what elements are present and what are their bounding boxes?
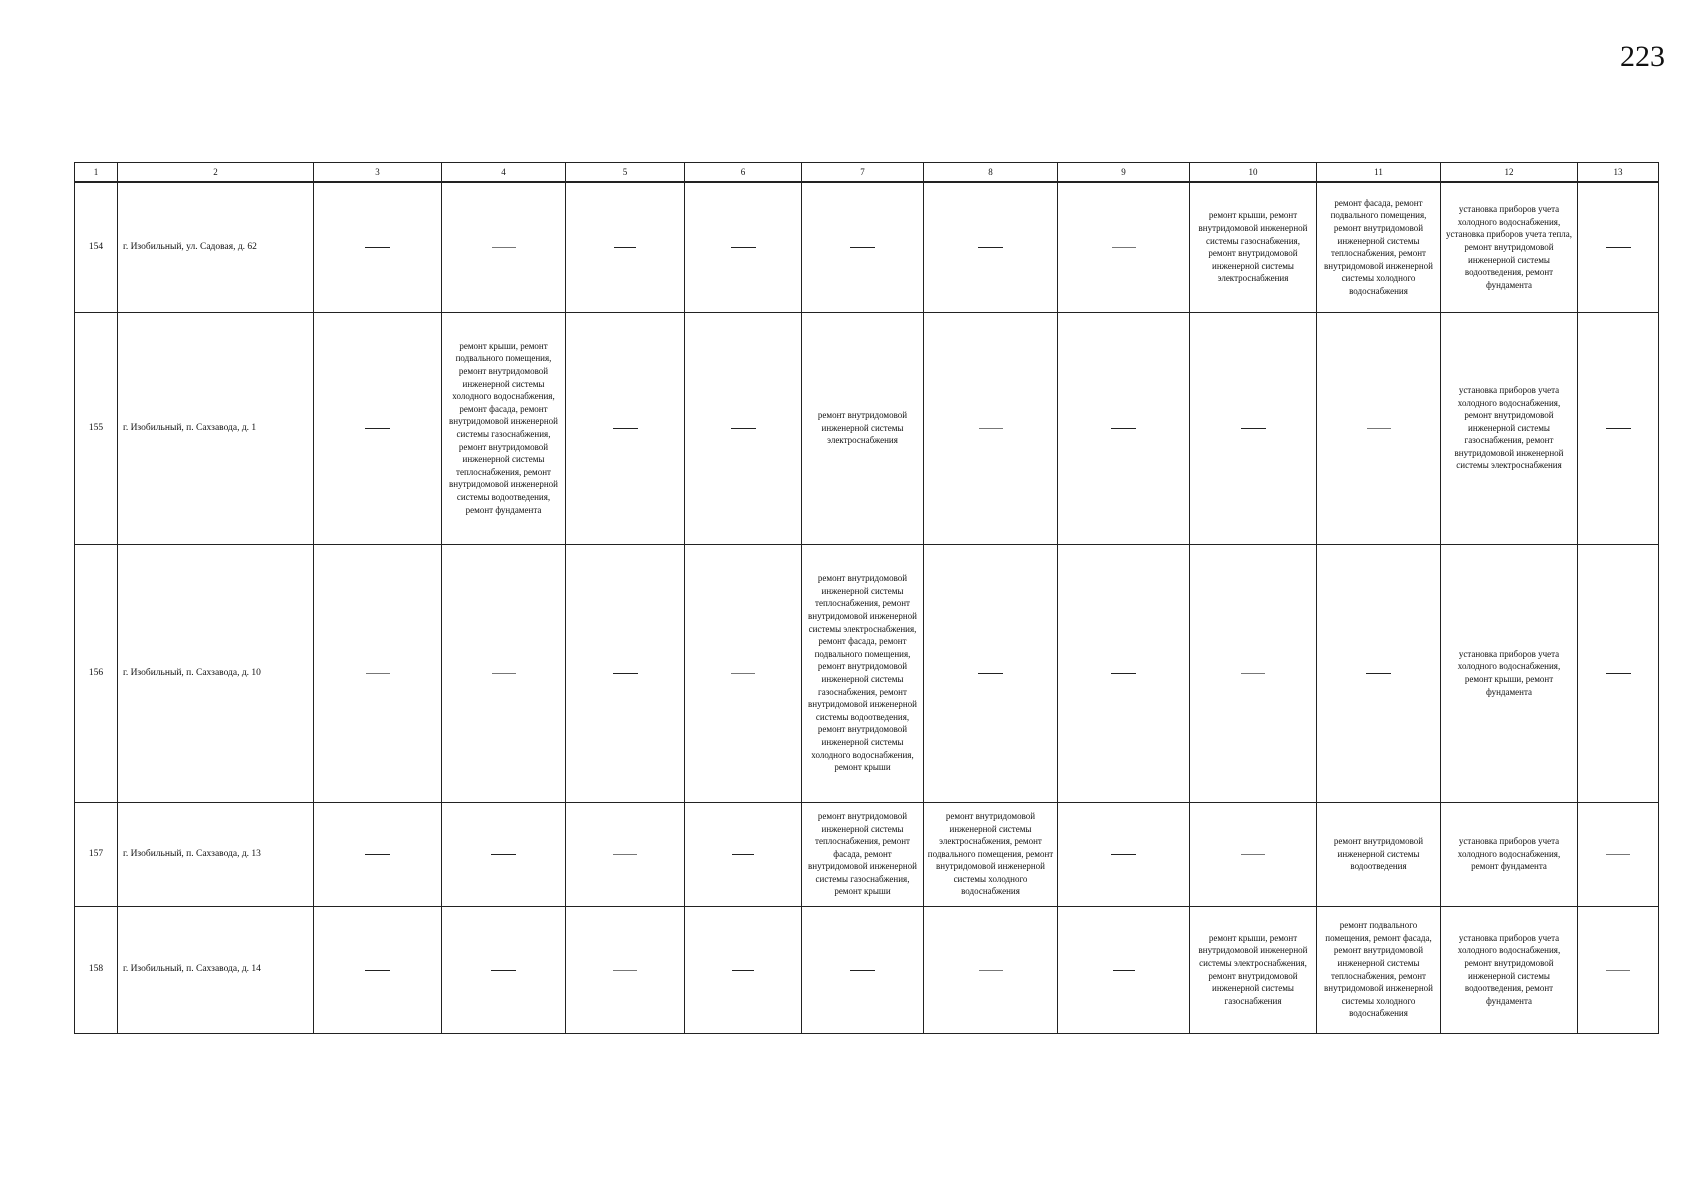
dash-mark: [1606, 970, 1630, 971]
empty-cell: [1190, 544, 1317, 802]
empty-cell: [566, 544, 685, 802]
dash-mark: [365, 428, 390, 429]
empty-cell: [1058, 906, 1190, 1033]
column-header: 11: [1317, 163, 1441, 183]
column-header: 5: [566, 163, 685, 183]
dash-mark: [491, 854, 516, 855]
work-cell: ремонт внутридомовой инженерной системы электроснабжения, ремонт подвального помещения, ремонт внутридомовой инженерной системы холодного водоснабжения: [924, 802, 1058, 906]
empty-cell: [1058, 544, 1190, 802]
dash-mark: [492, 247, 516, 248]
work-cell: ремонт внутридомовой инженерной системы теплоснабжения, ремонт фасада, ремонт внутридомовой инженерной системы газоснабжения, ремонт крыши: [802, 802, 924, 906]
empty-cell: [314, 544, 442, 802]
dash-mark: [1111, 428, 1136, 429]
dash-mark: [1113, 970, 1135, 971]
dash-mark: [1606, 247, 1631, 248]
empty-cell: [314, 312, 442, 544]
empty-cell: [1058, 182, 1190, 312]
empty-cell: [802, 906, 924, 1033]
table-row: [75, 906, 1659, 1033]
table-row: [75, 182, 1659, 312]
dash-mark: [613, 428, 638, 429]
empty-cell: [1317, 544, 1441, 802]
address: г. Изобильный, ул. Садовая, д. 62: [118, 182, 314, 312]
work-cell: ремонт внутридомовой инженерной системы теплоснабжения, ремонт внутридомовой инженерной системы электроснабжения, ремонт фасада, ремонт подвального помещения, ремонт внутридомовой инженерной системы газоснабжения, ремонт внутридомовой инженерной системы водоотведения, ремонт внутридомовой инженерной системы холодного водоснабжения, ремонт крыши: [802, 544, 924, 802]
work-cell: установка приборов учета холодного водоснабжения, ремонт фундамента: [1441, 802, 1578, 906]
dash-mark: [1241, 673, 1265, 674]
dash-mark: [365, 854, 390, 855]
work-cell: ремонт крыши, ремонт подвального помещения, ремонт внутридомовой инженерной системы холодного водоснабжения, ремонт фасада, ремонт внутридомовой инженерной системы газоснабжения, ремонт внутридомовой инженерной системы теплоснабжения, ремонт внутридомовой инженерной системы водоотведения, ремонт фундамента: [442, 312, 566, 544]
empty-cell: [314, 802, 442, 906]
column-header: 1: [75, 163, 118, 183]
empty-cell: [685, 906, 802, 1033]
empty-cell: [1317, 312, 1441, 544]
empty-cell: [442, 906, 566, 1033]
column-header: 3: [314, 163, 442, 183]
dash-mark: [731, 673, 755, 674]
column-header: 9: [1058, 163, 1190, 183]
work-cell: установка приборов учета холодного водоснабжения, установка приборов учета тепла, ремонт внутридомовой инженерной системы водоотведения, ремонт фундамента: [1441, 182, 1578, 312]
work-cell: установка приборов учета холодного водоснабжения, ремонт крыши, ремонт фундамента: [1441, 544, 1578, 802]
empty-cell: [1578, 544, 1659, 802]
work-cell: установка приборов учета холодного водоснабжения, ремонт внутридомовой инженерной системы газоснабжения, ремонт внутридомовой инженерной системы электроснабжения: [1441, 312, 1578, 544]
empty-cell: [1578, 182, 1659, 312]
dash-mark: [491, 970, 516, 971]
dash-mark: [1111, 854, 1136, 855]
empty-cell: [314, 906, 442, 1033]
header-row: [75, 163, 1659, 183]
row-number: 155: [75, 312, 118, 544]
dash-mark: [1241, 854, 1265, 855]
dash-mark: [732, 970, 754, 971]
table-row: [75, 544, 1659, 802]
table-row: [75, 312, 1659, 544]
column-header: 8: [924, 163, 1058, 183]
work-cell: ремонт крыши, ремонт внутридомовой инженерной системы электроснабжения, ремонт внутридомовой инженерной системы газоснабжения: [1190, 906, 1317, 1033]
dash-mark: [731, 247, 756, 248]
empty-cell: [566, 182, 685, 312]
empty-cell: [924, 312, 1058, 544]
dash-mark: [614, 247, 636, 248]
column-header: 2: [118, 163, 314, 183]
dash-mark: [732, 854, 754, 855]
empty-cell: [924, 906, 1058, 1033]
empty-cell: [924, 544, 1058, 802]
dash-mark: [366, 673, 390, 674]
empty-cell: [1058, 802, 1190, 906]
work-cell: ремонт внутридомовой инженерной системы водоотведения: [1317, 802, 1441, 906]
dash-mark: [979, 970, 1003, 971]
empty-cell: [1058, 312, 1190, 544]
column-header: 10: [1190, 163, 1317, 183]
dash-mark: [492, 673, 516, 674]
dash-mark: [365, 247, 390, 248]
page-number: 223: [1620, 40, 1665, 73]
column-header: 4: [442, 163, 566, 183]
empty-cell: [442, 544, 566, 802]
dash-mark: [1606, 673, 1631, 674]
work-cell: ремонт фасада, ремонт подвального помещения, ремонт внутридомовой инженерной системы теплоснабжения, ремонт внутридомовой инженерной системы холодного водоснабжения: [1317, 182, 1441, 312]
table-row: [75, 802, 1659, 906]
repair-schedule-table: [74, 162, 1659, 1034]
empty-cell: [442, 182, 566, 312]
dash-mark: [1112, 247, 1136, 248]
empty-cell: [1578, 312, 1659, 544]
dash-mark: [1606, 854, 1630, 855]
dash-mark: [850, 247, 875, 248]
dash-mark: [613, 970, 637, 971]
empty-cell: [314, 182, 442, 312]
work-cell: ремонт подвального помещения, ремонт фасада, ремонт внутридомовой инженерной системы теплоснабжения, ремонт внутридомовой инженерной системы холодного водоснабжения: [1317, 906, 1441, 1033]
empty-cell: [685, 802, 802, 906]
empty-cell: [685, 312, 802, 544]
dash-mark: [979, 428, 1003, 429]
address: г. Изобильный, п. Сахзавода, д. 14: [118, 906, 314, 1033]
empty-cell: [1190, 312, 1317, 544]
column-header: 7: [802, 163, 924, 183]
dash-mark: [850, 970, 875, 971]
address: г. Изобильный, п. Сахзавода, д. 1: [118, 312, 314, 544]
dash-mark: [1606, 428, 1631, 429]
address: г. Изобильный, п. Сахзавода, д. 10: [118, 544, 314, 802]
row-number: 158: [75, 906, 118, 1033]
row-number: 154: [75, 182, 118, 312]
dash-mark: [731, 428, 756, 429]
empty-cell: [1190, 802, 1317, 906]
empty-cell: [924, 182, 1058, 312]
dash-mark: [978, 247, 1003, 248]
dash-mark: [1367, 428, 1391, 429]
dash-mark: [365, 970, 390, 971]
column-header: 13: [1578, 163, 1659, 183]
empty-cell: [566, 312, 685, 544]
dash-mark: [978, 673, 1003, 674]
column-header: 12: [1441, 163, 1578, 183]
work-cell: ремонт внутридомовой инженерной системы электроснабжения: [802, 312, 924, 544]
column-header: 6: [685, 163, 802, 183]
work-cell: ремонт крыши, ремонт внутридомовой инженерной системы газоснабжения, ремонт внутридомовой инженерной системы электроснабжения: [1190, 182, 1317, 312]
empty-cell: [442, 802, 566, 906]
dash-mark: [1111, 673, 1136, 674]
address: г. Изобильный, п. Сахзавода, д. 13: [118, 802, 314, 906]
empty-cell: [566, 802, 685, 906]
work-cell: установка приборов учета холодного водоснабжения, ремонт внутридомовой инженерной системы водоотведения, ремонт фундамента: [1441, 906, 1578, 1033]
empty-cell: [1578, 906, 1659, 1033]
empty-cell: [566, 906, 685, 1033]
empty-cell: [1578, 802, 1659, 906]
empty-cell: [802, 182, 924, 312]
dash-mark: [613, 854, 637, 855]
dash-mark: [1366, 673, 1391, 674]
empty-cell: [685, 544, 802, 802]
row-number: 156: [75, 544, 118, 802]
empty-cell: [685, 182, 802, 312]
row-number: 157: [75, 802, 118, 906]
dash-mark: [613, 673, 638, 674]
dash-mark: [1241, 428, 1266, 429]
